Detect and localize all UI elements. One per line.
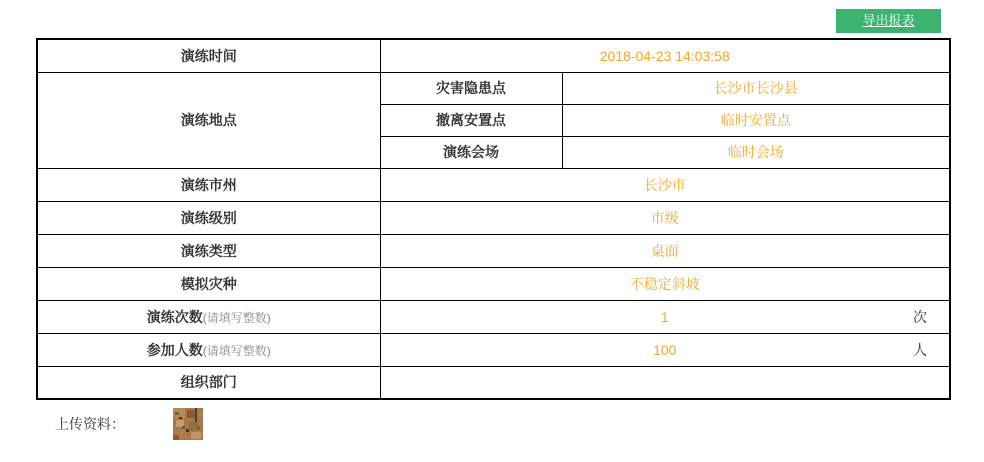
simulated-disaster-value: 不稳定斜坡 [380, 267, 950, 300]
drill-count-label-text: 演练次数 [146, 308, 203, 325]
upload-label: 上传资料： [55, 416, 125, 432]
drill-location-label: 演练地点 [37, 72, 380, 168]
evacuation-point-label: 撤离安置点 [380, 104, 562, 136]
hazard-point-value: 长沙市长沙县 [562, 72, 950, 104]
hazard-point-label: 灾害隐患点 [380, 72, 562, 104]
drill-venue-value: 临时会场 [562, 136, 950, 168]
table-row [37, 168, 950, 201]
table-row [37, 333, 950, 366]
drill-count-value: 1 [660, 308, 669, 325]
drill-type-label: 演练类型 [37, 234, 380, 267]
table-row [37, 39, 950, 72]
evacuation-point-value: 临时安置点 [562, 104, 950, 136]
upload-section [55, 408, 203, 440]
participants-value: 100 [653, 341, 677, 358]
site-photo-thumbnail[interactable] [173, 408, 203, 440]
drill-time-label: 演练时间 [37, 39, 380, 72]
participants-hint: (请填写整数) [202, 343, 271, 358]
drill-count-label [37, 300, 380, 333]
drill-venue-label: 演练会场 [380, 136, 562, 168]
table-row [37, 267, 950, 300]
export-report-button[interactable]: 导出报表 [836, 9, 941, 33]
organizing-department-label: 组织部门 [37, 366, 380, 399]
table-row [37, 201, 950, 234]
table-row [37, 366, 950, 399]
drill-type-value: 桌面 [380, 234, 950, 267]
drill-count-hint: (请填写整数) [202, 310, 271, 325]
table-row [37, 72, 950, 104]
drill-level-label: 演练级别 [37, 201, 380, 234]
drill-count-unit: 次 [913, 308, 927, 325]
drill-level-value: 市级 [380, 201, 950, 234]
simulated-disaster-label: 模拟灾种 [37, 267, 380, 300]
participants-value-cell [380, 333, 950, 366]
organizing-department-value [380, 366, 950, 399]
drill-count-value-cell [380, 300, 950, 333]
drill-report-table [36, 38, 951, 400]
drill-city-label: 演练市州 [37, 168, 380, 201]
drill-city-value: 长沙市 [380, 168, 950, 201]
table-row [37, 234, 950, 267]
participants-unit: 人 [913, 341, 927, 358]
participants-label [37, 333, 380, 366]
participants-label-text: 参加人数 [146, 341, 203, 358]
drill-time-value: 2018-04-23 14:03:58 [380, 39, 950, 72]
table-row [37, 300, 950, 333]
